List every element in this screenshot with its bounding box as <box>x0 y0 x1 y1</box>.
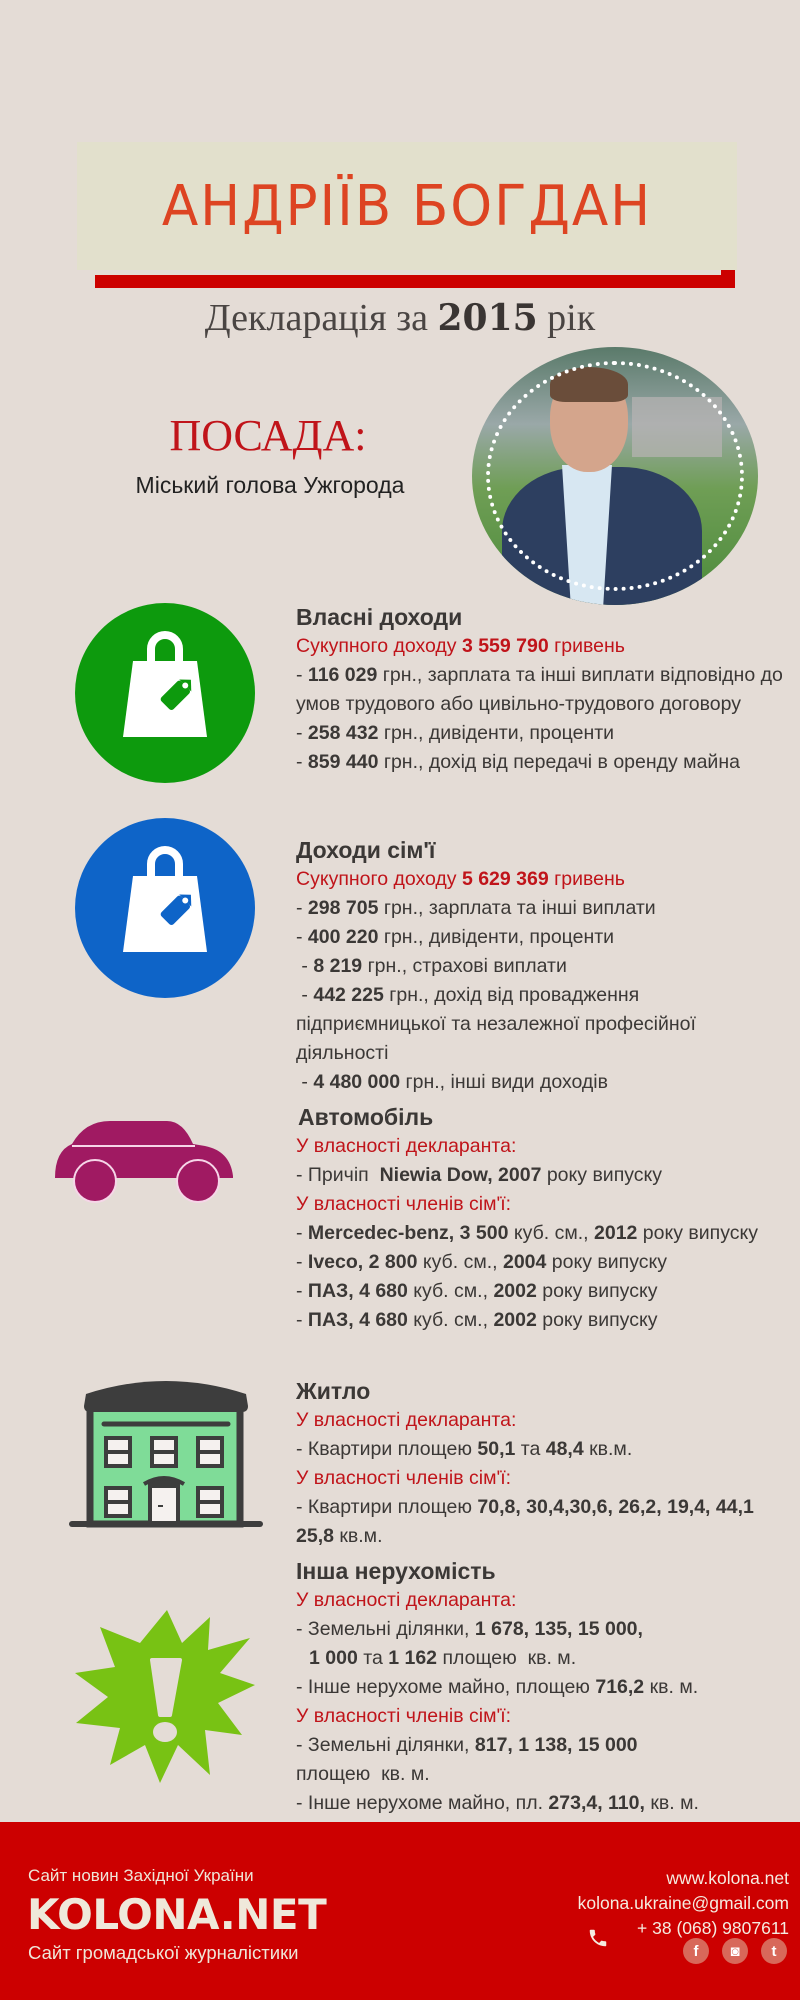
section-own-income <box>296 602 786 777</box>
footer-tagline-bottom: Сайт громадської журналістики <box>28 1942 299 1963</box>
section-housing <box>296 1376 786 1551</box>
phone-number[interactable]: + 38 (068) 9807611 <box>637 1918 789 1938</box>
facebook-icon[interactable]: f <box>683 1938 709 1964</box>
income-item: - 298 705 грн., зарплата та інші виплати <box>296 897 656 919</box>
section-title: Житло <box>296 1378 371 1404</box>
website-link[interactable]: www.kolona.net <box>666 1868 789 1888</box>
owner-label: У власності членів сім'ї: <box>296 1193 512 1215</box>
owner-label: У власності членів сім'ї: <box>296 1467 512 1489</box>
income-item: - 8 219 грн., страхові виплати <box>296 955 567 977</box>
email-link[interactable]: kolona.ukraine@gmail.com <box>577 1893 789 1913</box>
income-item: - 442 225 грн., дохід від провадження підприємницької та незалежної професійної діяльності <box>296 984 696 1064</box>
title-accent-bottom <box>95 275 735 288</box>
instagram-icon[interactable]: ◙ <box>722 1938 748 1964</box>
portrait-photo <box>472 347 758 605</box>
car-item: - Mercedec-benz, 3 500 куб. см., 2012 року випуску <box>296 1222 759 1244</box>
car-item: - ПАЗ, 4 680 куб. см., 2002 року випуску <box>296 1280 658 1302</box>
property-item-cont: площею кв. м. <box>296 1763 430 1785</box>
section-title: Інша нерухомість <box>296 1558 496 1584</box>
total-income: Сукупного доходу 5 629 369 гривень <box>296 868 625 890</box>
owner-label: У власності декларанта: <box>296 1135 517 1157</box>
position-label: ПОСАДА: <box>169 411 367 460</box>
section-title: Доходи сім'ї <box>296 837 436 863</box>
property-item: - Земельні ділянки, 1 678, 135, 15 000, <box>296 1618 643 1640</box>
housing-item: - Квартири площею 70,8, 30,4,30,6, 26,2, 19,4, 44,1 25,8 кв.м. <box>296 1496 765 1547</box>
income-item: - 258 432 грн., дивіденти, проценти <box>296 722 615 744</box>
income-item: - 400 220 грн., дивіденти, проценти <box>296 926 615 948</box>
position-value: Міський голова Ужгорода <box>135 472 405 498</box>
footer-contacts <box>578 1866 789 1941</box>
income-item: - 116 029 грн., зарплата та інші виплати відповідно до умов трудового або цивільно-трудового договору <box>296 664 783 715</box>
property-item: - Інше нерухоме майно, пл. 273,4, 110, кв. м. <box>296 1792 699 1814</box>
section-title: Власні доходи <box>296 604 463 630</box>
section-title: Автомобіль <box>298 1104 434 1130</box>
section-cars <box>296 1102 786 1335</box>
section-other-property <box>296 1556 786 1818</box>
shopping-bag-icon-family-income <box>75 818 255 998</box>
house-icon <box>66 1376 266 1536</box>
exclamation-burst-icon <box>70 1605 260 1790</box>
section-family-income <box>296 835 786 1097</box>
total-income: Сукупного доходу 3 559 790 гривень <box>296 635 625 657</box>
footer <box>0 1822 800 2000</box>
car-icon <box>55 1118 235 1223</box>
dotted-frame <box>486 361 744 591</box>
car-item: - ПАЗ, 4 680 куб. см., 2002 року випуску <box>296 1309 658 1331</box>
income-item: - 4 480 000 грн., інші види доходів <box>296 1071 608 1093</box>
property-item-cont: 1 000 та 1 162 площею кв. м. <box>309 1647 577 1669</box>
footer-tagline-top: Сайт новин Західної України <box>28 1866 254 1885</box>
twitter-icon[interactable]: t <box>761 1938 787 1964</box>
subtitle-suffix: рік <box>537 297 596 339</box>
car-item: - Iveco, 2 800 куб. см., 2004 року випуску <box>296 1251 667 1273</box>
declaration-year: 2015 <box>437 297 538 339</box>
owner-label: У власності декларанта: <box>296 1409 517 1431</box>
footer-brand-logo[interactable]: KOLONA.NET <box>27 1890 327 1939</box>
car-item: - Причіп Niewia Dow, 2007 року випуску <box>296 1164 663 1186</box>
subtitle-prefix: Декларація за <box>204 297 438 339</box>
phone-icon <box>587 1927 609 1949</box>
housing-item: - Квартири площею 50,1 та 48,4 кв.м. <box>296 1438 633 1460</box>
declaration-subtitle <box>0 296 800 340</box>
property-item: - Земельні ділянки, 817, 1 138, 15 000 <box>296 1734 638 1756</box>
page-title: АНДРІЇВ БОГДАН <box>161 173 653 239</box>
property-item: - Інше нерухоме майно, площею 716,2 кв. м. <box>296 1676 699 1698</box>
owner-label: У власності членів сім'ї: <box>296 1705 512 1727</box>
owner-label: У власності декларанта: <box>296 1589 517 1611</box>
shopping-bag-icon-own-income <box>75 603 255 783</box>
income-item: - 859 440 грн., дохід від передачі в оренду майна <box>296 751 740 773</box>
